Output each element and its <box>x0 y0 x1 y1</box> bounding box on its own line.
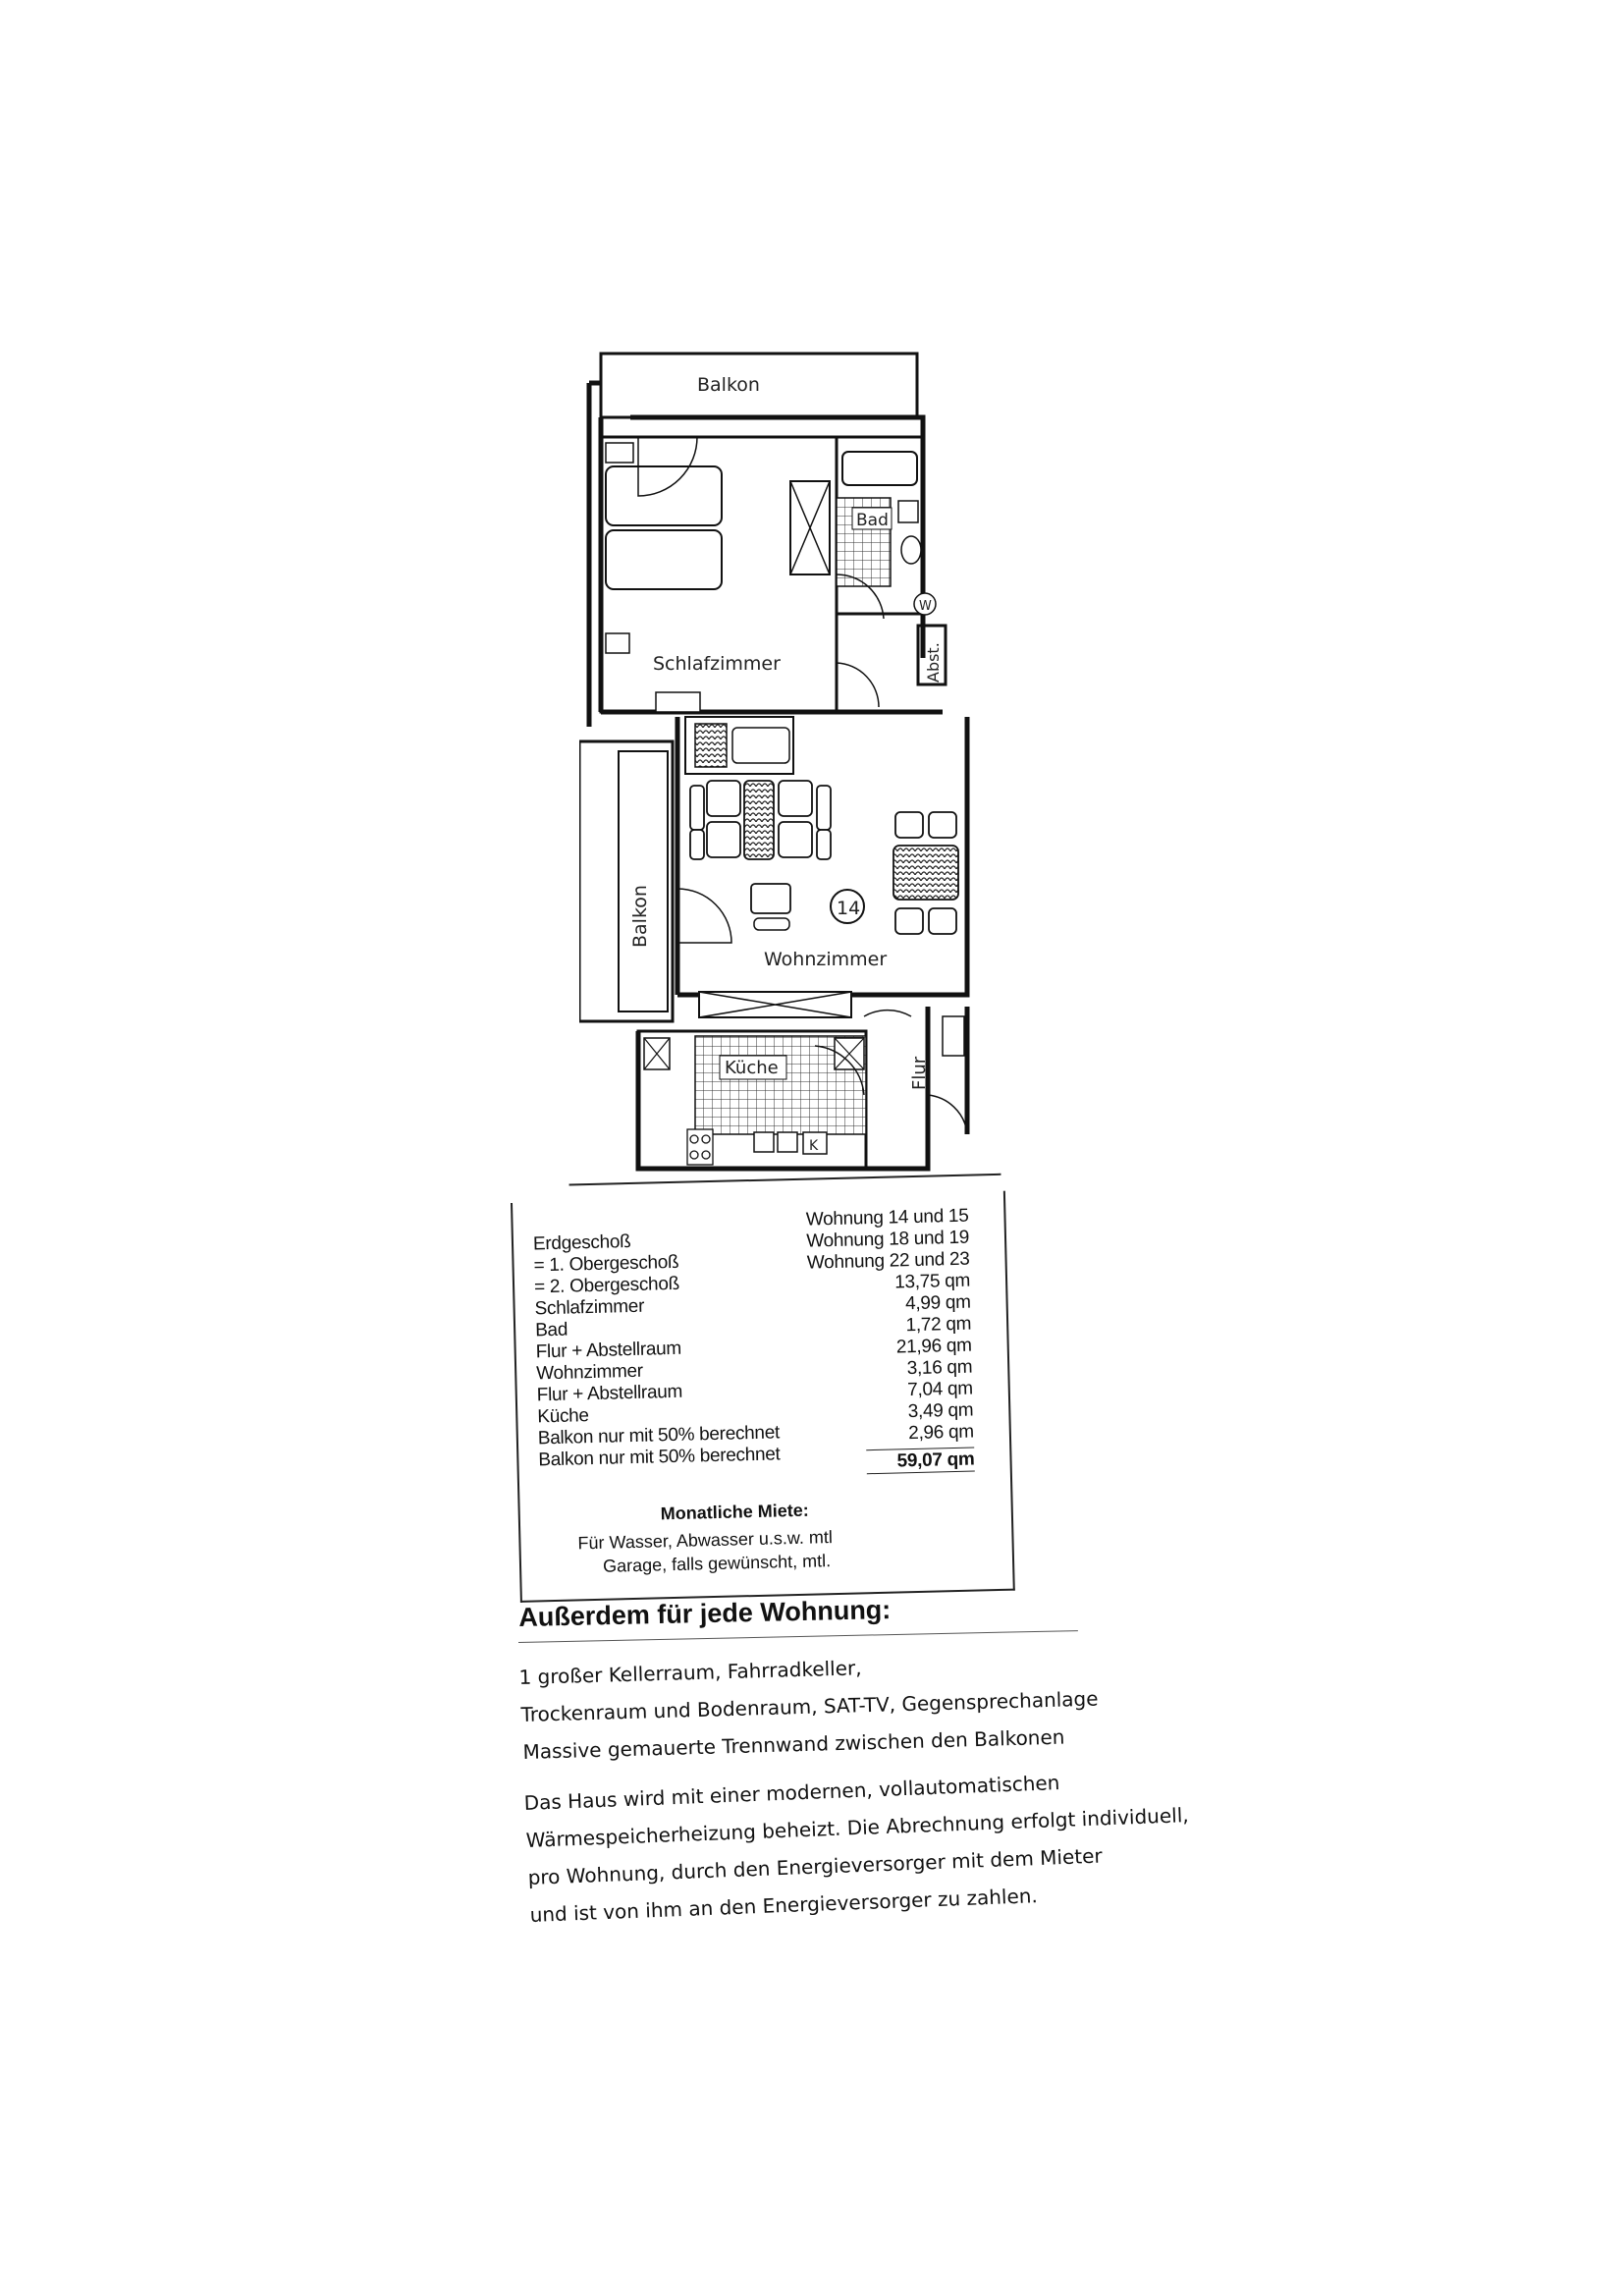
bedroom-label: Schlafzimmer <box>653 653 781 675</box>
heating-line: Wärmespeicherheizung beheizt. Die Abrechnung erfolgt individuell, <box>525 1803 1190 1852</box>
armchair-icon <box>751 884 790 913</box>
door-swing-icon <box>677 889 731 943</box>
fridge-label: K <box>809 1138 819 1154</box>
dining-table-icon <box>690 781 831 859</box>
heating-line: pro Wohnung, durch den Energieversorger mit dem Mieter <box>527 1843 1104 1889</box>
extras-title: Außerdem für jede Wohnung: <box>518 1595 892 1632</box>
toilet-icon <box>901 536 921 564</box>
floor-units: Wohnung 18 und 19 <box>806 1227 970 1252</box>
room-area: 3,16 qm <box>906 1356 973 1380</box>
hallway-label: Flur <box>909 1056 930 1090</box>
floor-plan <box>579 339 992 1174</box>
room-label: Flur + Abstellraum <box>536 1381 683 1406</box>
heating-line: Das Haus wird mit einer modernen, vollautomatischen <box>523 1771 1060 1815</box>
sink-icon <box>898 501 918 522</box>
room-area: 13,75 qm <box>894 1270 971 1293</box>
extras-line: Trockenraum und Bodenraum, SAT-TV, Gegensprechanlage <box>520 1686 1099 1726</box>
nightstand-icon <box>606 633 629 653</box>
balcony-top-label: Balkon <box>697 374 760 396</box>
extras-divider <box>518 1630 1078 1643</box>
rent-line: Garage, falls gewünscht, mtl. <box>602 1551 832 1576</box>
door-swing-icon <box>928 1095 967 1134</box>
room-label: Balkon nur mit 50% berechnet <box>538 1444 781 1471</box>
stove-icon <box>687 1129 713 1165</box>
floor-units: Wohnung 14 und 15 <box>805 1205 969 1230</box>
extras-line: 1 großer Kellerraum, Fahrradkeller, <box>518 1656 862 1689</box>
wardrobe-icon <box>943 1016 964 1056</box>
balcony-side-label: Balkon <box>629 885 651 948</box>
room-label: Balkon nur mit 50% berechnet <box>537 1422 781 1449</box>
total-area: 59,07 qm <box>896 1449 975 1472</box>
armchair-group-icon <box>893 812 958 934</box>
room-area: 2,96 qm <box>908 1421 975 1445</box>
floor-label: = 2. Obergeschoß <box>533 1273 680 1298</box>
floor-label: Erdgeschoß <box>532 1231 631 1255</box>
room-area: 3,49 qm <box>907 1399 974 1423</box>
living-room <box>677 717 958 1017</box>
nightstand-icon <box>606 443 633 463</box>
room-area: 4,99 qm <box>904 1291 971 1315</box>
floor-label: = 1. Obergeschoß <box>533 1251 679 1277</box>
extras-line: Massive gemauerte Trennwand zwischen den Balkonen <box>522 1724 1065 1764</box>
sink-icon <box>754 1132 774 1152</box>
hallway <box>864 1011 967 1134</box>
balcony-top <box>601 354 917 417</box>
bedroom <box>601 437 837 712</box>
bathtub-icon <box>842 452 917 485</box>
kitchen <box>638 1031 866 1169</box>
rent-title: Monatliche Miete: <box>660 1500 809 1524</box>
room-label: Flur + Abstellraum <box>535 1338 682 1363</box>
room-label: Küche <box>537 1405 589 1428</box>
room-label: Wohnzimmer <box>536 1360 644 1385</box>
living-room-label: Wohnzimmer <box>764 949 888 970</box>
room-area: 1,72 qm <box>905 1313 972 1337</box>
door-swing-icon <box>864 1011 911 1016</box>
rent-line: Für Wasser, Abwasser u.s.w. mtl <box>577 1527 834 1554</box>
heating-line: und ist von ihm an den Energieversorger zu zahlen. <box>529 1884 1039 1927</box>
floor-units: Wohnung 22 und 23 <box>806 1248 970 1274</box>
unit-number: 14 <box>837 898 861 919</box>
room-label: Bad <box>534 1319 568 1341</box>
room-area: 21,96 qm <box>895 1335 972 1358</box>
bathroom-label: Bad <box>856 511 889 530</box>
kitchen-label: Küche <box>725 1058 779 1078</box>
bed-icon <box>606 466 722 525</box>
balcony-side <box>579 741 673 1021</box>
room-label: Schlafzimmer <box>534 1295 645 1320</box>
washer-label: W <box>919 599 932 614</box>
room-area: 7,04 qm <box>906 1378 974 1401</box>
heater-icon <box>656 692 700 712</box>
area-table <box>511 1191 1011 1601</box>
bed-icon <box>606 530 722 589</box>
storage-label: Abst. <box>924 642 943 683</box>
door-swing-icon <box>837 663 879 712</box>
